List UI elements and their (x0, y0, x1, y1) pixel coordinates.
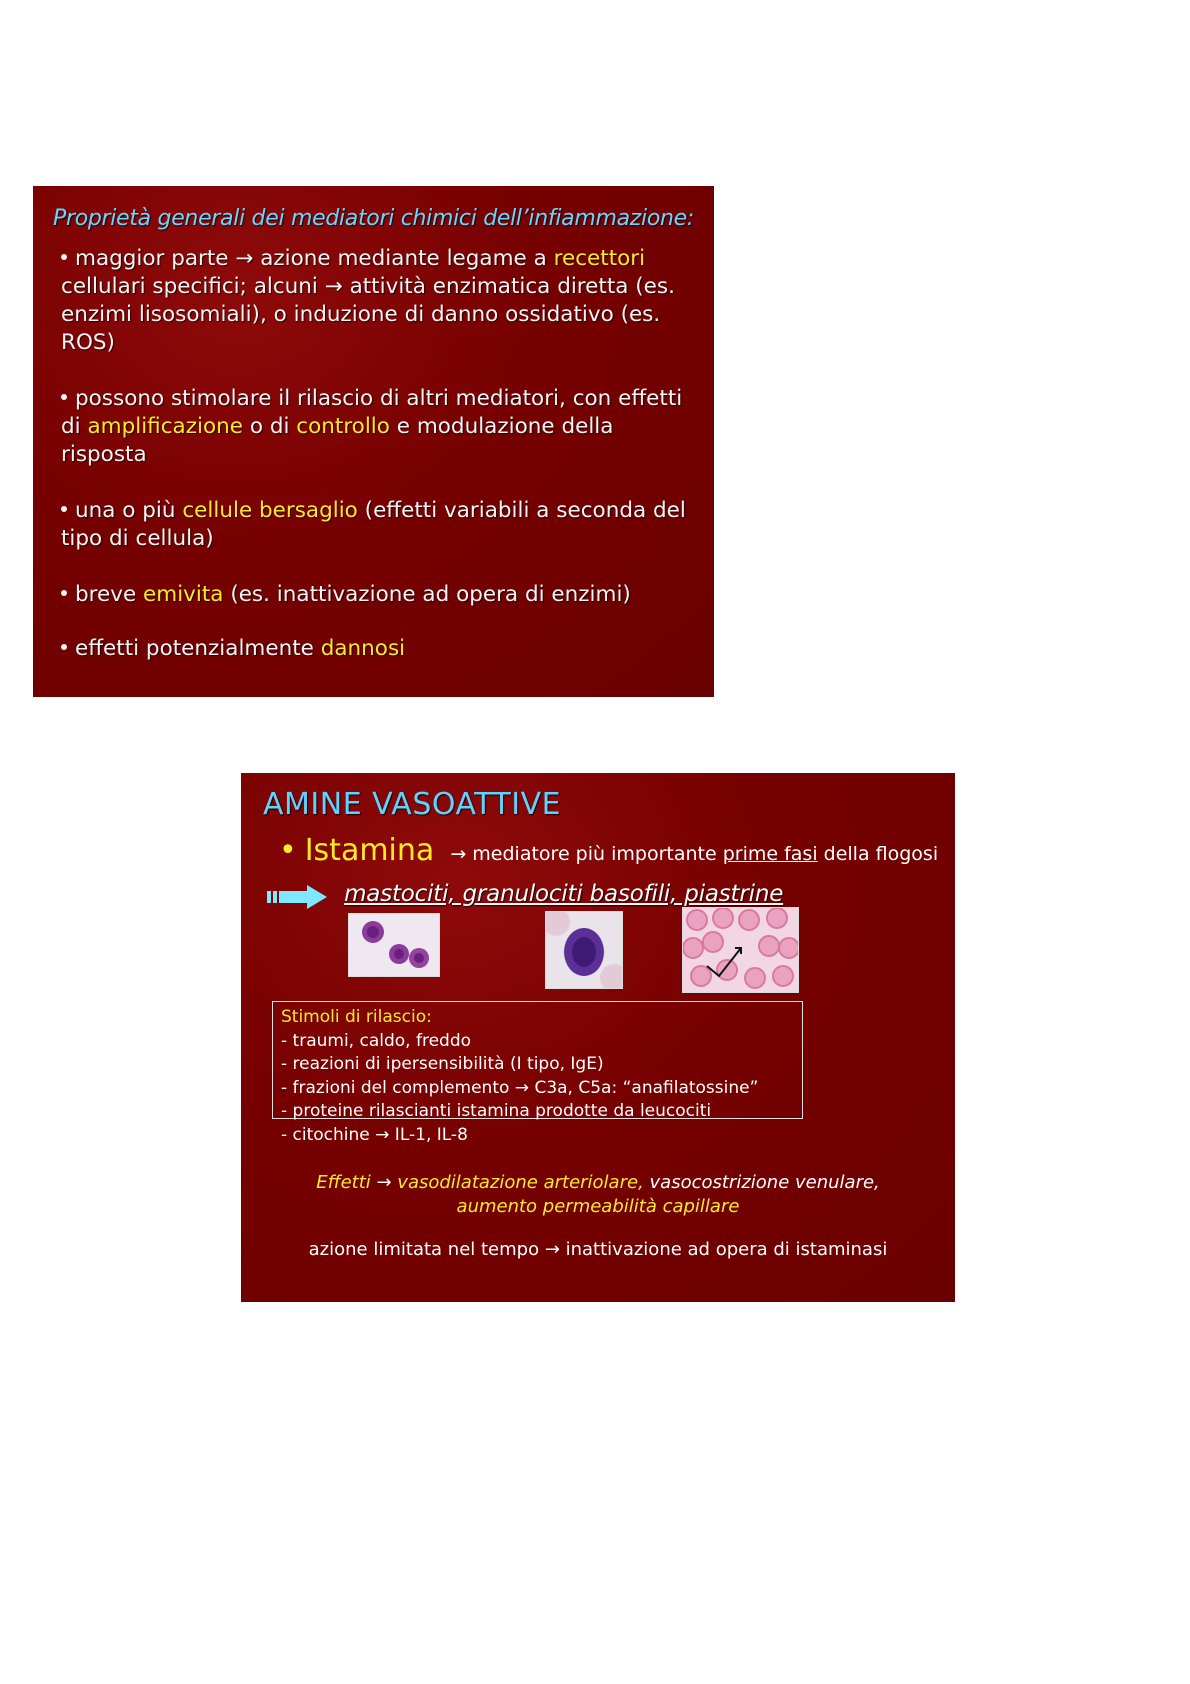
slide-amine-vasoattive (241, 773, 955, 1302)
istamina-heading: Istamina (304, 833, 435, 868)
azione-text: azione limitata nel tempo → inattivazione ad opera di istaminasi (308, 1239, 888, 1260)
istamina-line (279, 833, 938, 868)
bullet-dot (61, 254, 67, 260)
slide1-bullet-2 (61, 385, 696, 469)
effetti-label: Effetti (316, 1172, 371, 1193)
bullet-dot (61, 590, 67, 596)
bullet-highlight: amplificazione (87, 414, 243, 439)
slide-proprieta-mediatori (33, 186, 714, 697)
stimoli-rilascio-box (272, 1001, 803, 1145)
slide1-bullet-5 (61, 635, 696, 663)
slide1-bullet-4 (61, 581, 696, 609)
bullet-dot (61, 394, 67, 400)
bullet-text: (effetti variabili a seconda del tipo di cellula) (61, 498, 686, 551)
cells-line (265, 881, 783, 910)
bullet-text: possono stimolare il rilascio di altri mediatori, con effetti di (61, 386, 683, 439)
bullet-highlight: cellule bersaglio (182, 498, 358, 523)
bullet-highlight: recettori (553, 246, 646, 271)
bullet-dot: • (279, 833, 297, 868)
basophil-micrograph (545, 911, 623, 989)
mastocyte-micrograph (348, 913, 440, 977)
stimolo-item: - proteine rilascianti istamina prodotte da leucociti (281, 1101, 712, 1121)
effetti-item: vasocostrizione venulare, (643, 1172, 880, 1193)
effetti-item: aumento permeabilità capillare (456, 1196, 740, 1217)
block-arrow-icon (265, 884, 329, 910)
bullet-text: o di (243, 414, 297, 439)
bullet-text: effetti potenzialmente (75, 636, 321, 661)
bullet-text: breve (75, 582, 144, 607)
cells-label: mastociti, granulociti basofili, piastrine (344, 881, 784, 907)
bullet-text: (es. inattivazione ad opera di enzimi) (223, 582, 631, 607)
bullet-highlight: emivita (143, 582, 224, 607)
slide1-bullet-1 (61, 245, 696, 357)
effetti-item: vasodilatazione arteriolare, (397, 1172, 644, 1193)
stimolo-item: - traumi, caldo, freddo (281, 1030, 472, 1051)
bullet-text: una o più (75, 498, 183, 523)
bullet-text: maggior parte → azione mediante legame a (75, 246, 554, 271)
bullet-highlight: dannosi (320, 636, 406, 661)
bullet-dot (61, 506, 67, 512)
slide2-title: AMINE VASOATTIVE (263, 787, 562, 822)
effetti-text (241, 1171, 955, 1219)
stimolo-item: - reazioni di ipersensibilità (I tipo, IgE) (281, 1054, 604, 1074)
slide1-bullet-3 (61, 497, 696, 553)
bullet-text: cellulari specifici; alcuni → attività enzimatica diretta (es. enzimi lisosomiali), o induzione di danno ossidativo (es. ROS) (61, 274, 675, 355)
istamina-desc (444, 843, 938, 865)
istamina-desc-underlined: prime fasi (722, 843, 818, 865)
slide1-title: Proprietà generali dei mediatori chimici dell’infiammazione: (53, 206, 694, 231)
effetti-line-1 (241, 1171, 955, 1195)
bullet-text: e modulazione della risposta (61, 414, 614, 467)
stimoli-heading: Stimoli di rilascio: (281, 1007, 432, 1027)
stimolo-item: - citochine → IL-1, IL-8 (281, 1124, 468, 1145)
bullet-dot (61, 644, 67, 650)
stimolo-item: - frazioni del complemento → C3a, C5a: “anafilatossine” (281, 1077, 759, 1098)
platelets-micrograph (682, 907, 799, 993)
istamina-desc-a: → mediatore più importante (444, 843, 723, 865)
effetti-line-2 (241, 1195, 955, 1219)
istamina-desc-b: della flogosi (817, 843, 939, 865)
bullet-highlight: controllo (296, 414, 390, 439)
effetti-arrow: → (370, 1172, 398, 1193)
